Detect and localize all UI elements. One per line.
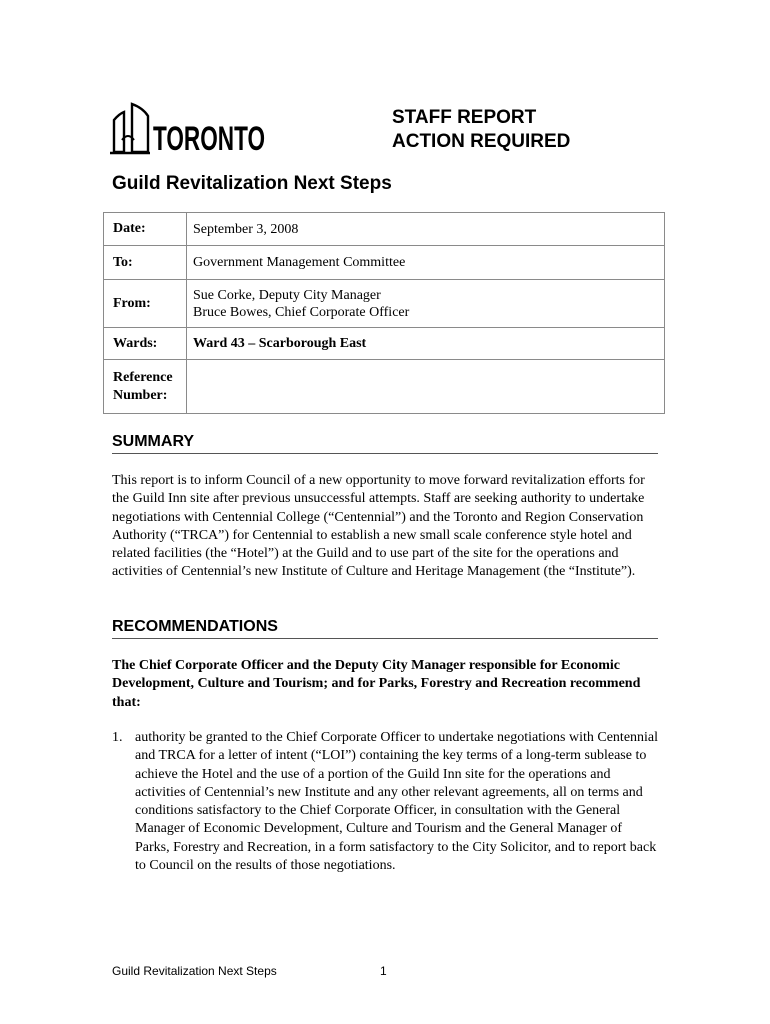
toronto-logo <box>110 100 270 156</box>
document-title: Guild Revitalization Next Steps <box>112 173 392 194</box>
from-value <box>187 280 665 328</box>
list-item-text: authority be granted to the Chief Corporate Officer to undertake negotiations with Centennial and TRCA for a letter of intent (“LOI”) containing the key terms of a long-term sublease to achieve the Hotel and the use of a portion of the Guild Inn site for the operations and activities of Centennial’s new Institute and any other relevant agreements, all on terms and conditions satisfactory to the Chief Corporate Officer, in consultation with the General Manager of Economic Development, Culture and Tourism and the General Manager of Parks, Forestry and Recreation, in a form satisfactory to the City Solicitor, and to report back to Council on the results of those negotiations. <box>135 730 659 874</box>
recommendations-heading: RECOMMENDATIONS <box>112 617 658 639</box>
wards-label: Wards: <box>104 328 187 360</box>
reference-number-value <box>187 360 665 414</box>
table-row <box>104 360 665 414</box>
city-hall-icon <box>110 100 270 156</box>
from-line-1: Sue Corke, Deputy City Manager <box>193 287 381 303</box>
report-type-line1: STAFF REPORT <box>392 107 537 128</box>
table-row <box>104 328 665 360</box>
reference-number-label: Reference Number: <box>104 360 187 414</box>
recommendations-intro: The Chief Corporate Officer and the Deputy City Manager responsible for Economic Development, Culture and Tourism; and for Parks, Forestry and Recreation recommend that: <box>112 658 641 710</box>
report-type <box>392 106 570 154</box>
table-row <box>104 280 665 328</box>
list-item-number: 1. <box>112 730 123 745</box>
to-value: Government Management Committee <box>187 246 665 280</box>
report-type-line2: ACTION REQUIRED <box>392 131 571 152</box>
date-label: Date: <box>104 213 187 246</box>
from-line-2: Bruce Bowes, Chief Corporate Officer <box>193 304 410 320</box>
list-item <box>112 729 660 875</box>
logo-wordmark: TORONTO <box>153 120 265 158</box>
page-number: 1 <box>380 964 387 978</box>
table-row <box>104 213 665 246</box>
footer-title: Guild Revitalization Next Steps <box>112 964 277 978</box>
date-value: September 3, 2008 <box>187 213 665 246</box>
recommendations-list <box>112 729 660 875</box>
summary-heading: SUMMARY <box>112 432 658 454</box>
wards-value: Ward 43 – Scarborough East <box>187 328 665 360</box>
summary-text: This report is to inform Council of a new opportunity to move forward revitalization efforts for the Guild Inn site after previous unsuccessful attempts. Staff are seeking authority to undertake negotiations with Centennial College (“Centennial”) and the Toronto and Region Conservation Authority (“TRCA”) for Centennial to establish a new small scale conference style hotel and related facilities (the “Hotel”) at the Guild and to use part of the site for the operations and activities of Centennial’s new Institute of Culture and Heritage Management (the “Institute”). <box>112 473 645 580</box>
from-label: From: <box>104 280 187 328</box>
table-row <box>104 246 665 280</box>
to-label: To: <box>104 246 187 280</box>
report-metadata-table <box>103 212 665 414</box>
